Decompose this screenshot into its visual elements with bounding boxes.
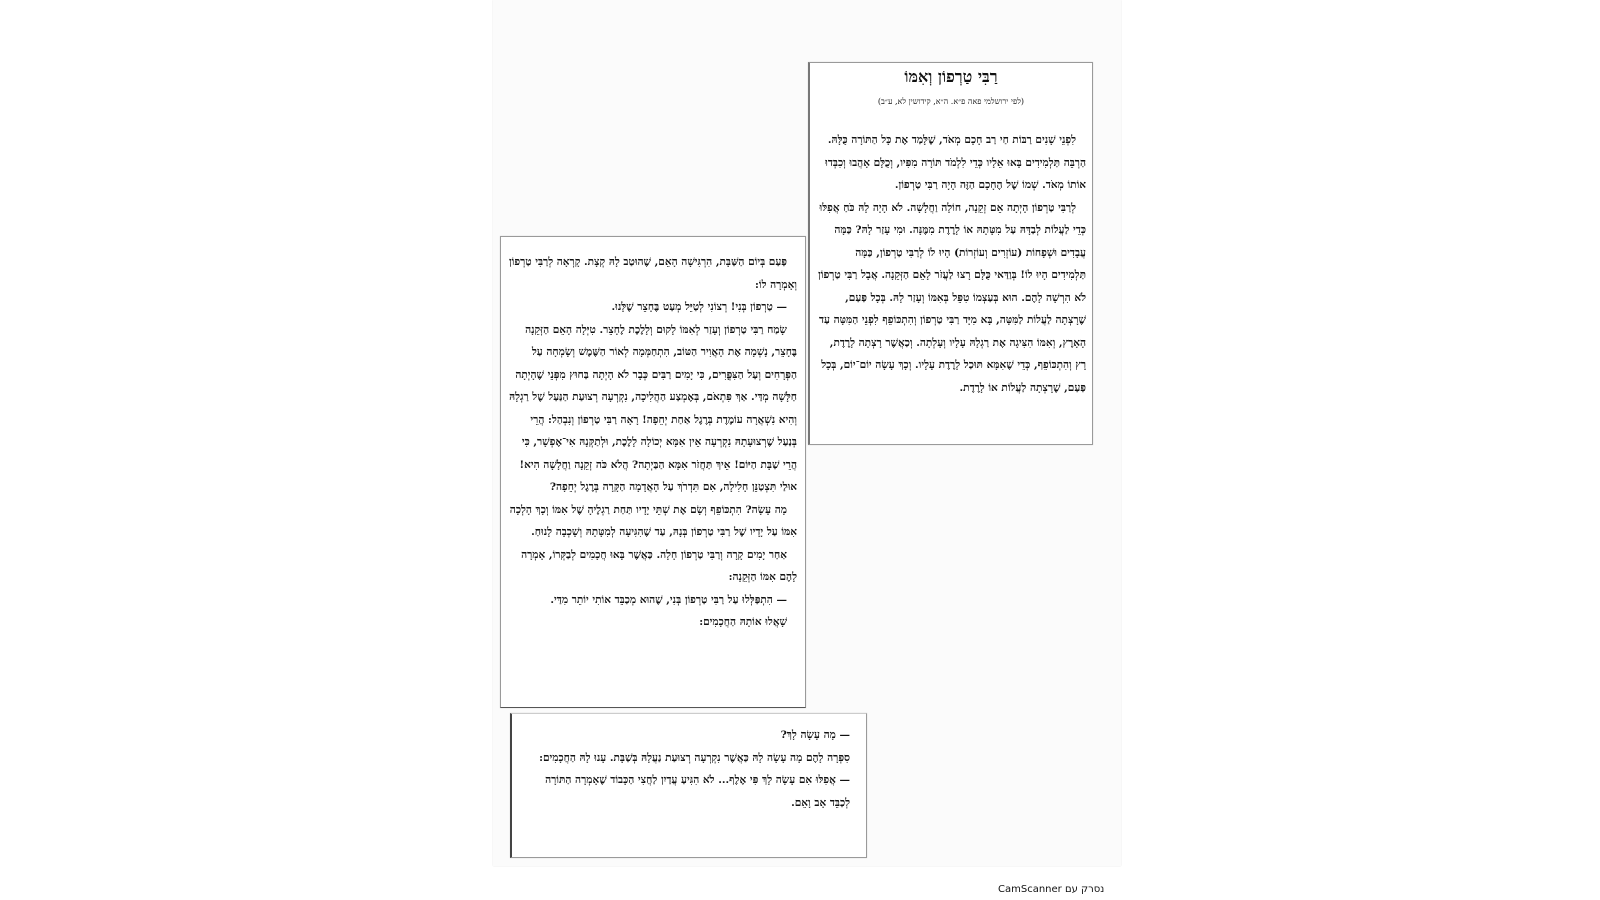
paragraph: שָׂמַח רַבִּי טַרְפוֹן וְעָזַר לְאִמּוֹ לָקוּם וְלָלֶכֶת לֶחָצֵר. טִיְּלָה הָאֵם הַזְּקֵנָה בֶּחָצֵר, נָשְׁמָה אֶת הָאֲוִיר הַטּוֹב, הִתְחַמְּמָה לְאוֹר הַשֶּׁמֶשׁ וְשָׂמְחָה עַל הַפְּרָחִים וְעַל הַצִּפֳּרִים, כִּי יָמִים רַבִּים כְּבָר לֹא הָיְתָה בַּחוּץ מִפְּנֵי שֶׁהָיְתָה חַלָּשָׁה מְדַּי. אַךְ פִּתְאֹם, בְּאֶמְצַע הַהֲלִיכָה, נִקְרְעָה רְצוּעַת הַנַּעַל שֶׁל רַגְלָהּ וְהִיא נִשְׁאֲרָה עוֹמֶדֶת בְּרֶגֶל אַחַת יְחֵפָה! רָאָה רַבִּי טַרְפוֹן וְנִבְהַל: הֲרֵי בְּנַעַל שֶׁרְצוּעָתָהּ נִקְרְעָה אֵין אִמָּא יְכוֹלָה לָלֶכֶת, וּלְתַקְּנָהּ אִי־אֶפְשָׁר, כִּי הֲרֵי שַׁבָּת הַיּוֹם! אֵיךְ תַּחֲזֹר אִמָּא הַבַּיְתָה? הֲלֹא כֹּה זְקֵנָה וַחֲלָשָׁה הִיא! אוּלַי תִּצְטַנֵּן חָלִילָה, אִם תִּדְרֹךְ עַל הָאֲדָמָה הַקָּרָה בְּרֶגֶל יְחֵפָה? — [509, 323, 797, 493]
paragraph: לִפְנֵי שָׁנִים רַבּוֹת חַי רַב חָכָם מְאֹד, שֶׁלָּמַד אֶת כָּל הַתּוֹרָה כֻּלָּהּ. הַרְבֵּה תַּלְמִידִים בָּאוּ אֵלָיו כְּדֵי לִלְמֹד תּוֹרָה מִפִּיו, וְכֻלָּם אָהֲבוּ וְכִבְּדוּ אוֹתוֹ מְאֹד. שְׁמוֹ שֶׁל הֶחָכָם הַזֶּה הָיָה רַבִּי טַרְפוֹן. — [825, 134, 1086, 191]
story-title: רַבִּי טַרְפוֹן וְאִמּוֹ — [904, 67, 998, 86]
dialogue-line: — אֲפִלּוּ אִם עָשָׂה לָךְ פִּי אֶלֶף... לֹא הִגִּיעַ עֲדַיִן לַחֲצִי הַכָּבוֹד שֶׁאָמְרָה הַתּוֹרָה לְכַבֵּד אָב וָאֵם. — [545, 774, 850, 809]
paragraph: לְרַבִּי טַרְפוֹן הָיְתָה אֵם זְקֵנָה, חוֹלָה וַחֲלָשָׁה. לֹא הָיָה לָהּ כֹּחַ אֲפִלּוּ כְּדֵי לַעֲלוֹת לְבַדָּהּ עַל מִטָּתָהּ אוֹ לָרֶדֶת מִמֶּנָּה. וּמִי עָזַר לָהּ? כַּמָּה עֲבָדִים וּשְׁפָחוֹת (עוֹזְרִים וְעוֹזְרוֹת) הָיוּ לוֹ לְרַבִּי טַרְפוֹן, כַּמָּה תַּלְמִידִים הָיוּ לוֹ! בְּוַדַּאי כֻּלָּם רָצוּ לַעֲזֹר לָאֵם הַזְּקֵנָה. אֲבָל רַבִּי טַרְפוֹן לֹא הִרְשָׁה לָהֶם. הוּא בְּעַצְמוֹ טִפֵּל בְּאִמּוֹ וְעָזַר לָהּ. בְּכָל פַּעַם, שֶׁרָצְתָה לַעֲלוֹת לַמִּטָּה, בָּא מִיָּד רַבִּי טַרְפוֹן וְהִתְכּוֹפֵף לִפְנֵי הַמִּטָּה עַד הָאָרֶץ, וְאִמּוֹ הִצִּיגָה אֶת רַגְלָהּ עָלָיו וְעָלְתָה. וְכַאֲשֶׁר רָצְתָה לָרֶדֶת, רָץ וְהִתְכּוֹפֵף, כְּדֵי שֶׁאִמָּא תּוּכַל לָרֶדֶת עָלָיו. וְכָךְ עָשָׂה יוֹם־יוֹם, בְּכָל פַּעַם, שֶׁרָצְתָה לַעֲלוֹת אוֹ לָרֶדֶת. — [818, 201, 1086, 394]
scanner-watermark: נסרק עם CamScanner — [998, 884, 1105, 895]
paragraph: שָׁאֲלוּ אוֹתָהּ הַחֲכָמִים: — [699, 616, 787, 628]
paragraph: אַחַר יָמִים קָרָה וְרַבִּי טַרְפוֹן חָלָה. כַּאֲשֶׁר בָּאוּ חֲכָמִים לְבַקְּרוֹ, אָמְרָה לָהֶם אִמּוֹ הַזְּקֵנָה: — [521, 548, 797, 583]
story-opening-clipping — [808, 62, 1093, 445]
paragraph: סִפְּרָה לָהֶם מָה עָשָׂה לָהּ כַּאֲשֶׁר נִקְרְעָה רְצוּעַת נַעֲלָהּ בְּשַׁבָּת. עָנוּ לָהּ הַחֲכָמִים: — [539, 751, 850, 764]
story-source: (לפי ירושלמי פאה פ״א. ה״א, קידושין לא, ע״ב) — [877, 97, 1025, 106]
paragraph: מָה עָשָׂה? הִתְכּוֹפֵף וְשָׂם אֶת שְׁתֵּי יָדָיו תַּחַת רַגְלֶיהָ שֶׁל אִמּוֹ וְכָךְ הָלְכָה אִמּוֹ עַל יָדָיו שֶׁל רַבִּי טַרְפוֹן בְּנָהּ, עַד שֶׁהִגִּיעָה לְמִטָּתָהּ וְשָׁכְבָה לָנוּחַ. — [509, 503, 797, 538]
story-ending-text — [528, 724, 850, 814]
story-middle-text — [509, 251, 797, 634]
story-opening-text — [818, 129, 1086, 399]
dialogue-line: — הִתְפַּלְּלוּ עַל רַבִּי טַרְפוֹן בְּנִי, שֶׁהוּא מְכַבֵּד אוֹתִי יוֹתֵר מִדַּי. — [550, 593, 787, 606]
story-middle-clipping — [500, 236, 806, 708]
paragraph: פַּעַם בְּיוֹם הַשַּׁבָּת, הִרְגִּישָׁה הָאֵם, שֶׁהוּטַב לָהּ קְצָת. קָרְאָה לְרַבִּי טַרְפוֹן וְאָמְרָה לוֹ: — [509, 256, 797, 291]
story-ending-clipping — [510, 713, 867, 858]
dialogue-line: — טַרְפוֹן בְּנִי! רְצוֹנִי לְטַיֵּל מְעַט בֶּחָצֵר שֶׁלָּנוּ. — [611, 301, 787, 313]
dialogue-line: — מָה עָשָׂה לָךְ? — [780, 729, 850, 741]
